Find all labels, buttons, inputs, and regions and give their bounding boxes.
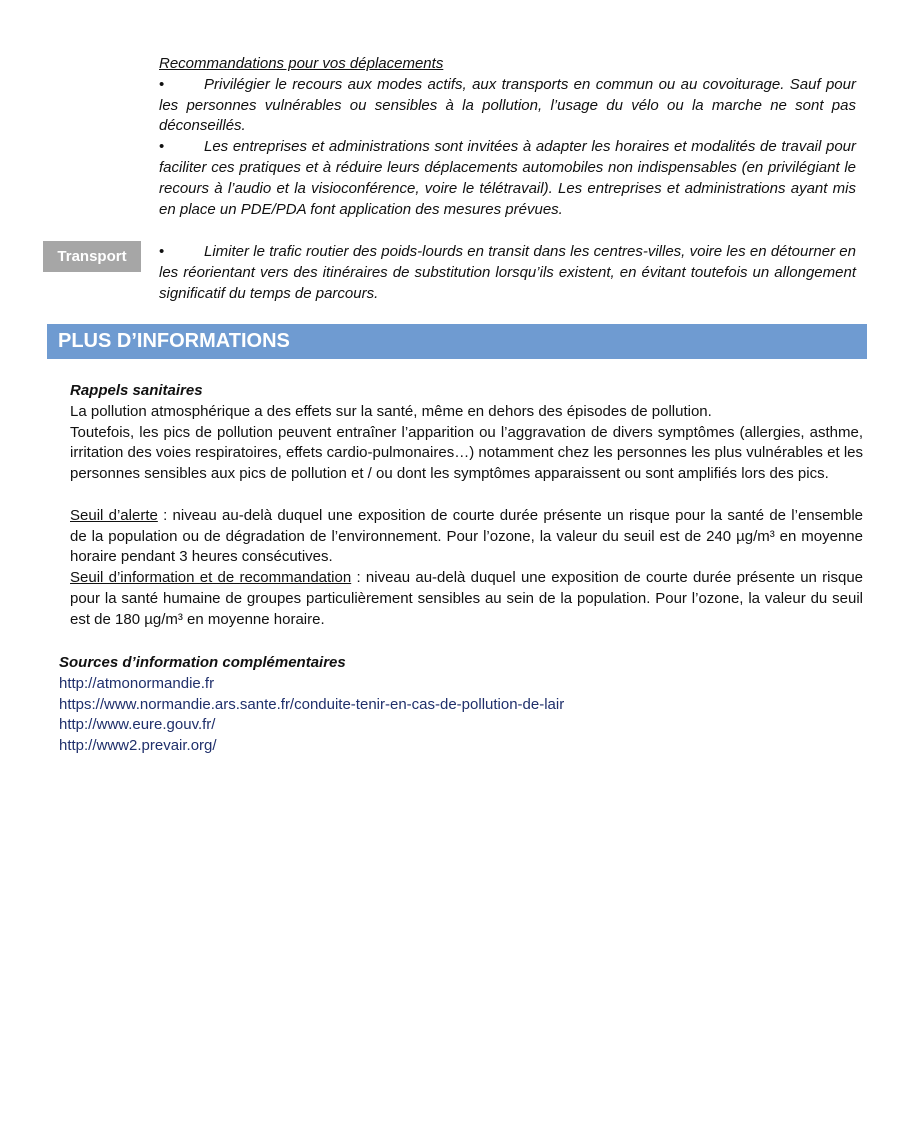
seuil-alerte-text: : niveau au-delà duquel une exposition de courte durée présente un risque pour la santé de l’ensemble de la population ou de dégradation de l’environnement. Pour l’ozone, la valeur du seuil est de 240 µg/m³ en moyenne horaire pendant 3 heures consécutives.: [70, 506, 863, 566]
rappels-paragraph: La pollution atmosphérique a des effets sur la santé, même en dehors des épisodes de pollution.: [70, 402, 712, 420]
source-link-ars-normandie[interactable]: https://www.normandie.ars.sante.fr/conduite-tenir-en-cas-de-pollution-de-lair: [59, 695, 565, 713]
seuil-alerte-paragraph: [70, 506, 863, 568]
rappels-title: Rappels sanitaires: [70, 382, 203, 399]
source-link-prevair[interactable]: http://www2.prevair.org/: [59, 737, 217, 755]
sources-block: [59, 653, 859, 757]
seuil-information-paragraph: [70, 568, 863, 630]
transport-label: Transport: [43, 241, 141, 272]
seuil-information-text: : niveau au-delà duquel une exposition de courte durée présente un risque pour la santé humaine de groupes particulièrement sensibles au sein de la population. Pour l’ozone, la valeur du seuil est de 180 µg/m³ en moyenne horaire.: [70, 569, 864, 628]
rappels-paragraph: Toutefois, les pics de pollution peuvent entraîner l’apparition ou l’aggravation de divers symptômes (allergies, asthme, irritation des voies respiratoires, effets cardio-pulmonaires…) notamment chez les personnes les plus vulnérables et les personnes sensibles aux pics de pollution et / ou dont les symptômes apparaissent ou sont amplifiés lors des pics.: [70, 423, 863, 483]
recommendation-text: Les entreprises et administrations sont invitées à adapter les horaires et modalités de travail pour faciliter ces pratiques et à réduire leurs déplacements automobiles non indispensables (en privilégiant le recours à l’audio et la visioconférence, voire le télétravail). Les entreprises et administrations ayant mis en place un PDE/PDA font application des mesures prévues.: [159, 138, 856, 218]
source-link-atmonormandie[interactable]: http://atmonormandie.fr: [59, 674, 215, 692]
seuil-information-label: Seuil d’information et de recommandation: [70, 569, 352, 587]
rappels-sanitaires-block: [70, 381, 863, 631]
seuil-alerte-label: Seuil d’alerte: [70, 506, 158, 524]
spacer: [70, 485, 863, 506]
bullet-icon: •: [159, 138, 165, 156]
transport-text: Limiter le trafic routier des poids-lourds en transit dans les centres-villes, voire les en détourner en les réorientant vers des itinéraires de substitution lorsqu’ils existent, en évitant toutefois un allongement significatif du temps de parcours.: [159, 243, 856, 302]
sources-title: Sources d’information complémentaires: [59, 654, 346, 671]
source-link-eure-gouv[interactable]: http://www.eure.gouv.fr/: [59, 716, 216, 734]
recommendations-title: Recommandations pour vos déplacements: [159, 55, 444, 72]
section-header-plus-informations: PLUS D’INFORMATIONS: [47, 324, 867, 359]
transport-recommendation: [159, 242, 856, 304]
recommendation-item: [159, 75, 856, 137]
recommendations-block: [159, 54, 856, 220]
bullet-icon: •: [159, 75, 165, 93]
recommendation-text: Privilégier le recours aux modes actifs, aux transports en commun ou au covoiturage. Sauf pour les personnes vulnérables ou sensibles à la pollution, l’usage du vélo ou la marche ne sont pas déconseillés.: [159, 75, 856, 135]
recommendation-item: [159, 137, 856, 220]
bullet-icon: •: [159, 243, 165, 260]
